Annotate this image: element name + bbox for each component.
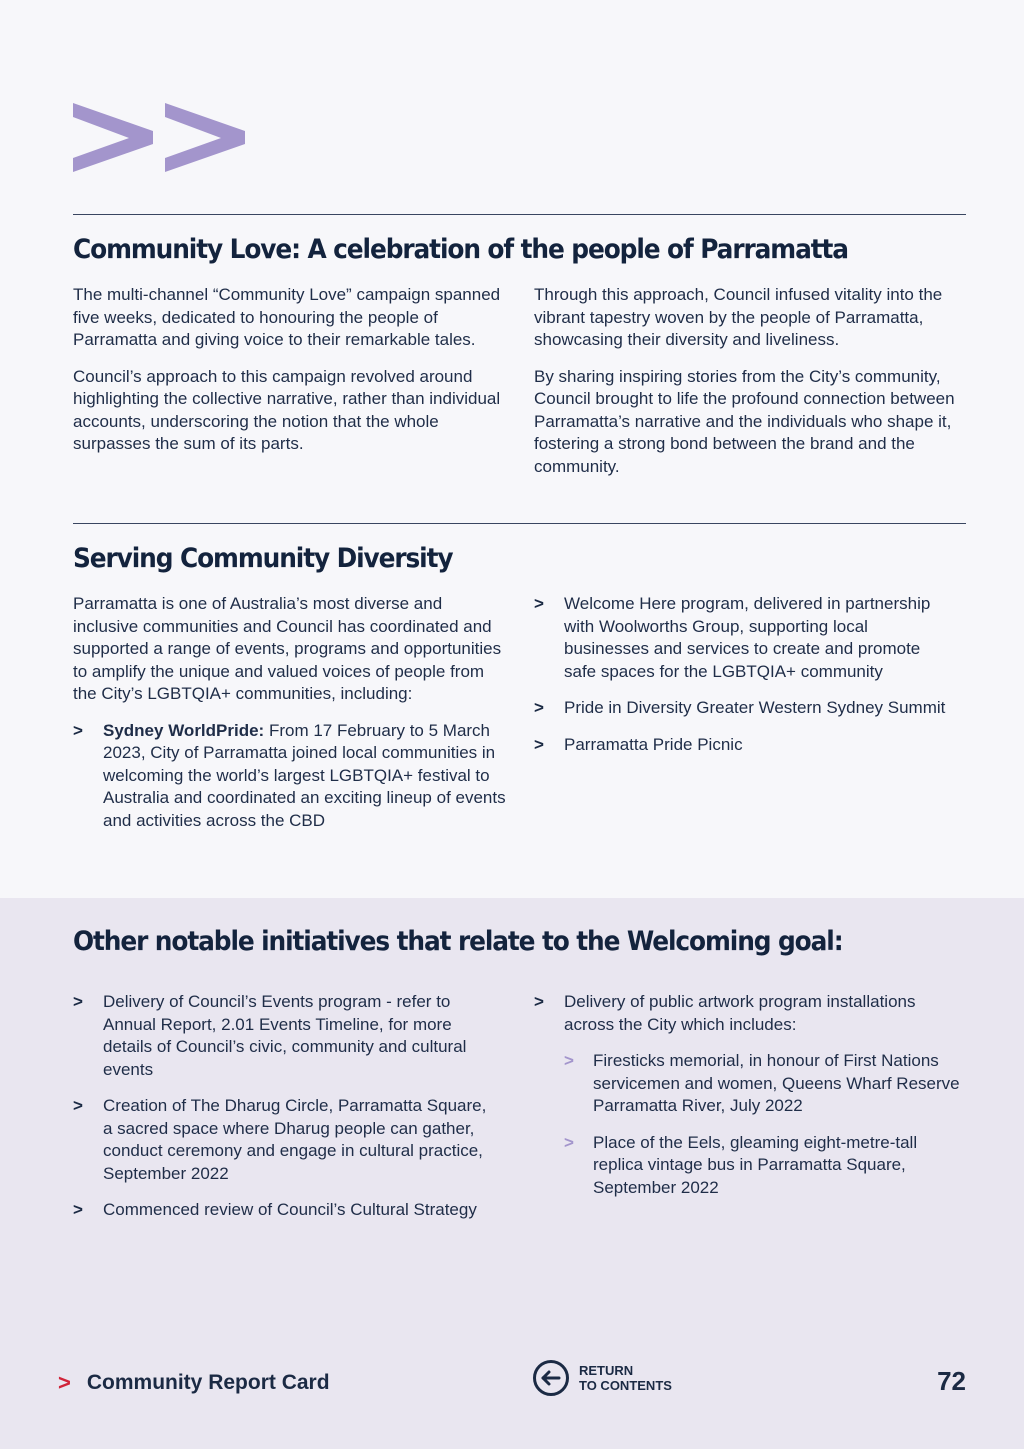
other-right-column: [534, 991, 966, 1213]
list-item: [534, 697, 954, 720]
back-arrow-circle-icon: [532, 1359, 570, 1397]
paragraph: Through this approach, Council infused vitality into the vibrant tapestry woven by the people of Parramatta, showcasing their diversity and liveliness.: [534, 285, 943, 349]
bullet-arrow-icon: >: [534, 734, 544, 754]
list-item: [73, 720, 508, 833]
bullet-list: [73, 720, 508, 833]
section-title-other-initiatives: Other notable initiatives that relate to the Welcoming goal:: [73, 926, 843, 957]
bullet-arrow-icon: >: [73, 1096, 83, 1115]
list-item-text: From 17 February to 5 March 2023, City of Parramatta joined local communities in welcoming the world’s largest LGBTQIA+ festival to Australia and coordinated an exciting lineup of events and activities across the CBD: [103, 720, 506, 830]
paragraph: Council’s approach to this campaign revolved around highlighting the collective narrative, rather than individual accounts, underscoring the notion that the whole surpasses the sum of its parts.: [73, 366, 501, 453]
divider: [73, 523, 966, 524]
sub-bullet-list: [564, 1050, 966, 1199]
diversity-right-column: [534, 593, 954, 770]
bullet-arrow-icon: >: [73, 720, 83, 740]
bullet-arrow-icon: >: [534, 594, 544, 613]
return-line-2: TO CONTENTS: [579, 1378, 672, 1393]
sub-list-item: [564, 1050, 966, 1118]
return-label: [579, 1363, 699, 1393]
community-love-left-column: [73, 284, 508, 470]
list-item: [73, 1199, 498, 1222]
list-item-text: Firesticks memorial, in honour of First Nations servicemen and women, Queens Wharf Reserve Parramatta River, July 2022: [593, 1051, 960, 1115]
paragraph: The multi-channel “Community Love” campaign spanned five weeks, dedicated to honouring the people of Parramatta and giving voice to their remarkable tales.: [73, 285, 501, 349]
paragraph: Parramatta is one of Australia’s most diverse and inclusive communities and Council has coordinated and supported a range of events, programs and opportunities to amplify the unique and valued voices of people from the City’s LGBTQIA+ communities, including:: [73, 594, 502, 703]
return-to-contents-button[interactable]: [532, 1359, 699, 1397]
list-item-text: Delivery of Council’s Events program - refer to Annual Report, 2.01 Events Timeline, for more details of Council’s civic, community and cultural events: [103, 992, 467, 1079]
double-chevron-decoration-icon: [73, 103, 248, 173]
other-left-column: [73, 991, 498, 1236]
bullet-arrow-icon: >: [534, 698, 544, 717]
list-item-text: Place of the Eels, gleaming eight-metre-tall replica vintage bus in Parramatta Square, September 2022: [593, 1132, 918, 1197]
red-chevron-icon: >: [58, 1370, 71, 1395]
bullet-arrow-icon: >: [534, 992, 544, 1011]
list-item: [73, 991, 498, 1081]
list-item-text: Delivery of public artwork program installations across the City which includes:: [564, 992, 916, 1034]
bullet-list: [534, 991, 966, 1199]
list-item-text: Parramatta Pride Picnic: [564, 734, 743, 754]
return-line-1: RETURN: [579, 1363, 634, 1378]
community-love-right-column: [534, 284, 964, 492]
list-item: [534, 593, 954, 683]
bullet-list: [73, 991, 498, 1222]
list-item: [73, 1095, 498, 1185]
bullet-list: [534, 593, 954, 756]
list-item-text: Creation of The Dharug Circle, Parramatta Square, a sacred space where Dharug people can gather, conduct ceremony and engage in cultural practice, September 2022: [103, 1096, 487, 1183]
list-item: [534, 991, 966, 1199]
list-item-text: Pride in Diversity Greater Western Sydney Summit: [564, 698, 946, 717]
list-item-text: Welcome Here program, delivered in partnership with Woolworths Group, supporting local businesses and services to create and promote safe spaces for the LGBTQIA+ community: [564, 594, 931, 681]
section-title-community-love: Community Love: A celebration of the people of Parramatta: [73, 234, 848, 265]
page-number: 72: [937, 1366, 966, 1396]
sub-list-item: [564, 1132, 966, 1200]
list-item: [534, 734, 954, 757]
bullet-arrow-icon: >: [73, 1200, 83, 1219]
paragraph: By sharing inspiring stories from the City’s community, Council brought to life the profound connection between Parramatta’s narrative and the individuals who shape it, fostering a strong bond between the brand and the community.: [534, 366, 955, 476]
list-item-text: Commenced review of Council’s Cultural Strategy: [103, 1200, 477, 1219]
sub-bullet-arrow-icon: >: [564, 1132, 574, 1152]
sub-bullet-arrow-icon: >: [564, 1051, 574, 1070]
footer-report-title: [58, 1370, 330, 1396]
section-title-diversity: Serving Community Diversity: [73, 543, 453, 574]
bullet-arrow-icon: >: [73, 992, 83, 1011]
diversity-left-column: [73, 593, 508, 846]
divider: [73, 214, 966, 215]
list-item-label: Sydney WorldPride:: [103, 720, 265, 740]
footer-title-text: Community Report Card: [86, 1371, 330, 1394]
